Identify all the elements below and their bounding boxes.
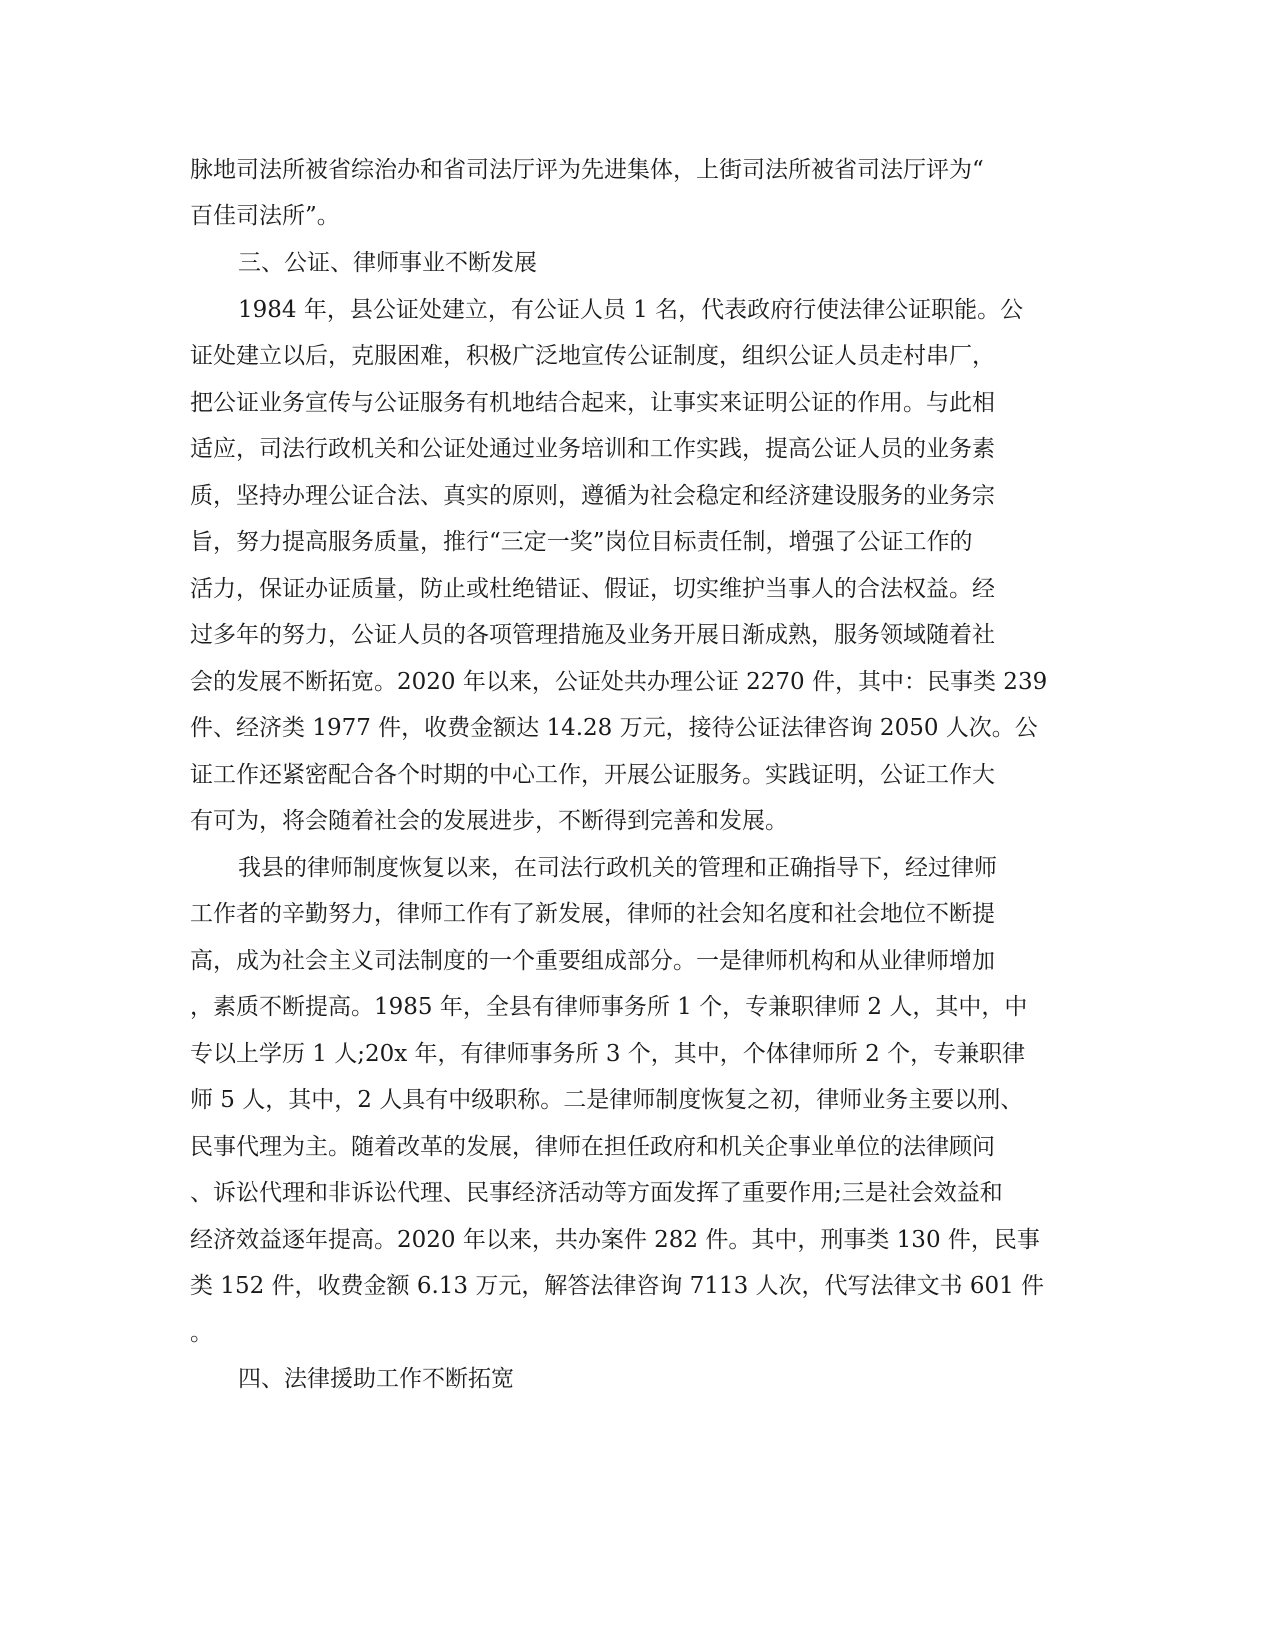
text-line: 高，成为社会主义司法制度的一个重要组成部分。一是律师机构和从业律师增加: [190, 948, 995, 974]
text-line: 质，坚持办理公证合法、真实的原则，遵循为社会稳定和经济建设服务的业务宗: [190, 483, 995, 509]
text-line: 会的发展不断拓宽。2020 年以来，公证处共办理公证 2270 件，其中：民事类 239: [190, 669, 1048, 695]
text-line: 我县的律师制度恢复以来，在司法行政机关的管理和正确指导下，经过律师: [238, 855, 997, 881]
text-line: 活力，保证办证质量，防止或杜绝错证、假证，切实维护当事人的合法权益。经: [190, 576, 995, 602]
text-line: 适应，司法行政机关和公证处通过业务培训和工作实践，提高公证人员的业务素: [190, 436, 995, 462]
section-heading: 三、公证、律师事业不断发展: [238, 250, 537, 276]
text-line: 过多年的努力，公证人员的各项管理措施及业务开展日渐成熟，服务领域随着社: [190, 622, 995, 648]
text-line: 、诉讼代理和非诉讼代理、民事经济活动等方面发挥了重要作用;三是社会效益和: [190, 1180, 1003, 1206]
text-line: 类 152 件，收费金额 6.13 万元，解答法律咨询 7113 人次，代写法律文书 601 件: [190, 1273, 1045, 1299]
text-line: 师 5 人，其中，2 人具有中级职称。二是律师制度恢复之初，律师业务主要以刑、: [190, 1087, 1024, 1113]
text-line: 民事代理为主。随着改革的发展，律师在担任政府和机关企事业单位的法律顾问: [190, 1134, 995, 1160]
text-line: 有可为，将会随着社会的发展进步，不断得到完善和发展。: [190, 808, 788, 834]
text-line: 证处建立以后，克服困难，积极广泛地宣传公证制度，组织公证人员走村串厂，: [190, 343, 995, 369]
section-heading: 四、法律援助工作不断拓宽: [238, 1366, 514, 1392]
text-line: 件、经济类 1977 件，收费金额达 14.28 万元，接待公证法律咨询 2050 人次。公: [190, 715, 1038, 741]
text-line: 百佳司法所”。: [190, 203, 340, 229]
text-line: 把公证业务宣传与公证服务有机地结合起来，让事实来证明公证的作用。与此相: [190, 390, 995, 416]
text-line: 证工作还紧密配合各个时期的中心工作，开展公证服务。实践证明，公证工作大: [190, 762, 995, 788]
text-line: 经济效益逐年提高。2020 年以来，共办案件 282 件。其中，刑事类 130 件，民事: [190, 1227, 1040, 1253]
text-line: 1984 年，县公证处建立，有公证人员 1 名，代表政府行使法律公证职能。公: [238, 297, 1024, 323]
text-line: 专以上学历 1 人;20x 年，有律师事务所 3 个，其中，个体律师所 2 个，专兼职律: [190, 1041, 1026, 1067]
text-line: 。: [190, 1320, 213, 1346]
text-line: ，素质不断提高。1985 年，全县有律师事务所 1 个，专兼职律师 2 人，其中，中: [190, 994, 1028, 1020]
text-line: 旨，努力提高服务质量，推行“三定一奖”岗位目标责任制，增强了公证工作的: [190, 529, 973, 555]
text-line: 工作者的辛勤努力，律师工作有了新发展，律师的社会知名度和社会地位不断提: [190, 901, 995, 927]
text-line: 脉地司法所被省综治办和省司法厅评为先进集体，上街司法所被省司法厅评为“: [190, 157, 984, 183]
